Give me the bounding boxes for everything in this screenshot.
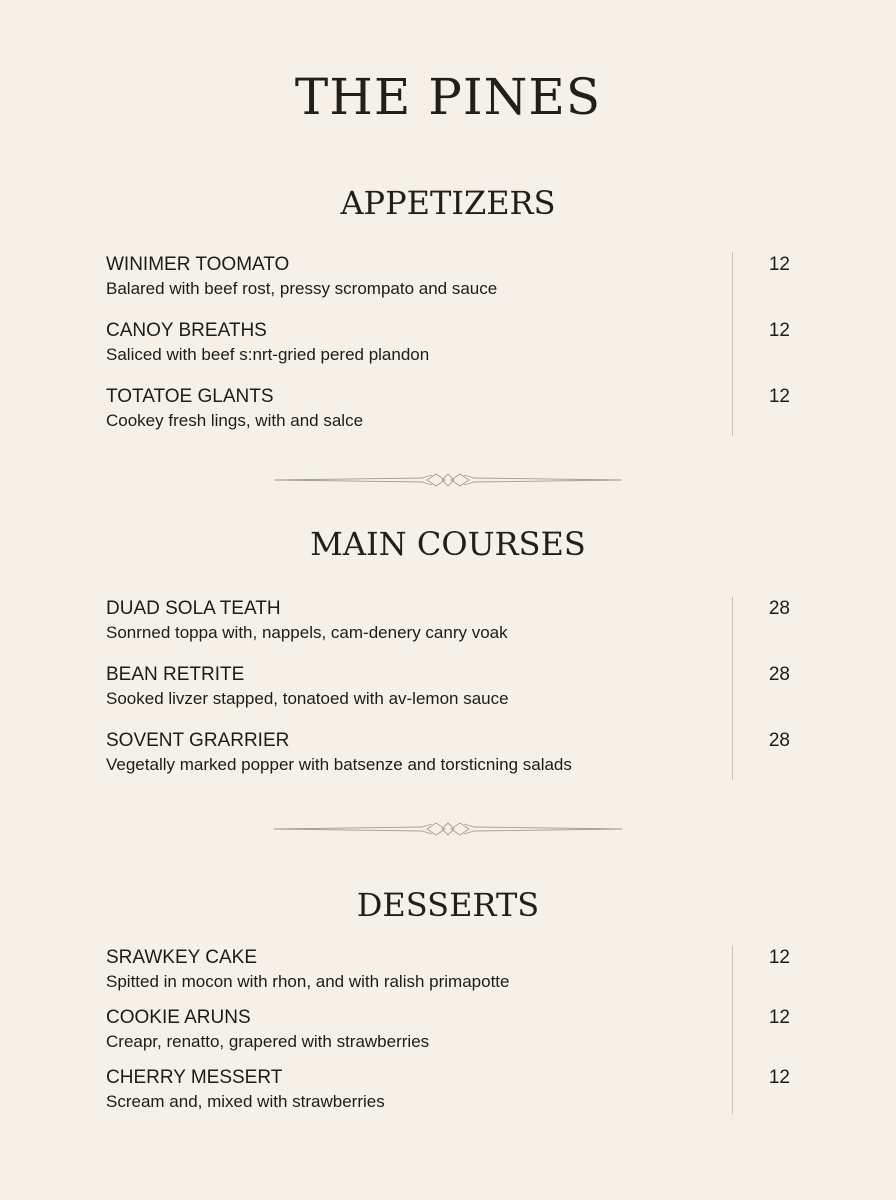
menu-item — [106, 1006, 796, 1066]
item-description: Vegetally marked popper with batsenze and torsticning salads — [106, 755, 572, 774]
item-name: CANOY BREATHS — [106, 320, 267, 341]
menu-item — [106, 597, 796, 657]
item-name: BEAN RETRITE — [106, 664, 245, 685]
ornamental-divider — [272, 819, 624, 839]
item-description: Creapr, renatto, grapered with strawberries — [106, 1032, 430, 1051]
item-price: 28 — [768, 598, 790, 619]
section-heading-appetizers: APPETIZERS — [340, 184, 556, 222]
item-price: 28 — [768, 730, 790, 751]
menu-item — [106, 319, 796, 379]
item-name: TOTATOE GLANTS — [106, 386, 274, 407]
menu-item — [106, 253, 796, 313]
item-name: WINIMER TOOMATO — [106, 254, 290, 275]
item-price: 28 — [768, 664, 790, 685]
item-price: 12 — [768, 320, 790, 341]
item-name: SRAWKEY CAKE — [106, 947, 257, 968]
item-name: COOKIE ARUNS — [106, 1007, 251, 1028]
item-description: Scream and, mixed with strawberries — [106, 1092, 385, 1111]
menu-item — [106, 1066, 796, 1126]
item-price: 12 — [768, 254, 790, 275]
restaurant-title: THE PINES — [294, 68, 602, 126]
item-name: SOVENT GRARRIER — [106, 730, 290, 751]
item-name: CHERRY MESSERT — [106, 1067, 283, 1088]
item-price: 12 — [768, 947, 790, 968]
item-description: Cookey fresh lings, with and salce — [106, 411, 364, 430]
item-name: DUAD SOLA TEATH — [106, 598, 281, 619]
item-price: 12 — [768, 1067, 790, 1088]
section-heading-desserts: DESSERTS — [356, 886, 540, 924]
menu-item — [106, 729, 796, 789]
item-description: Sonrned toppa with, nappels, cam-denery canry voak — [106, 623, 508, 642]
section-heading-main-courses: MAIN COURSES — [310, 525, 586, 563]
item-description: Spitted in mocon with rhon, and with ralish primapotte — [106, 972, 510, 991]
menu-item — [106, 946, 796, 1006]
menu-item — [106, 385, 796, 445]
item-description: Sooked livzer stapped, tonatoed with av-lemon sauce — [106, 689, 509, 708]
item-price: 12 — [768, 386, 790, 407]
menu-item — [106, 663, 796, 723]
item-description: Balared with beef rost, pressy scrompato and sauce — [106, 279, 498, 298]
item-description: Saliced with beef s:nrt-gried pered plandon — [106, 345, 430, 364]
item-price: 12 — [768, 1007, 790, 1028]
ornamental-divider — [272, 470, 624, 490]
